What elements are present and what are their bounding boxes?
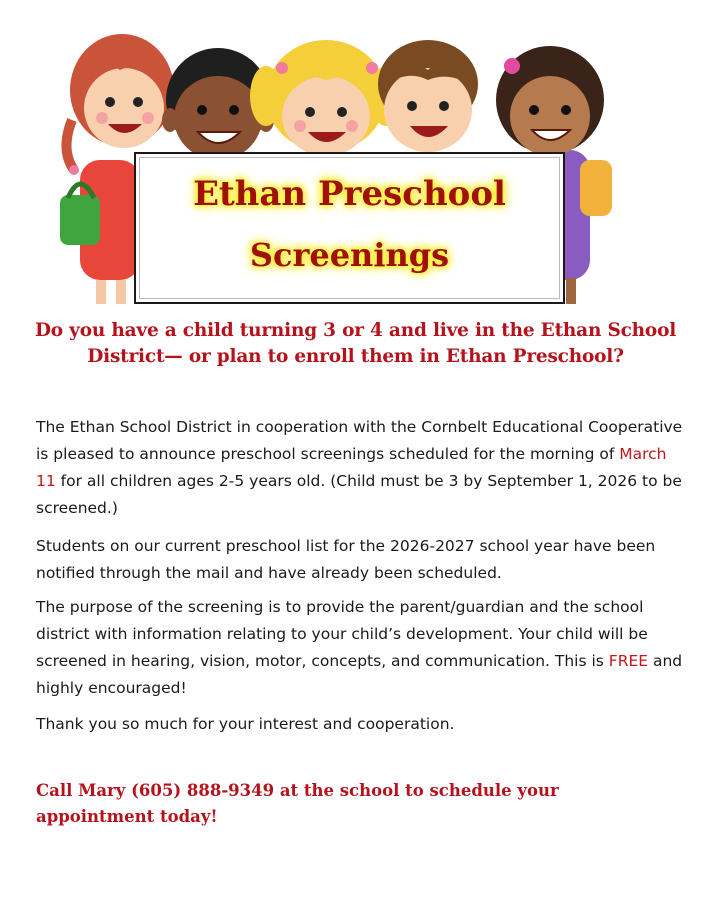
- screening-date: March 11: [36, 445, 667, 490]
- question-line-1: Do you have a child turning 3 or 4 and live in the Ethan School: [34, 320, 677, 341]
- purpose-text-end: and highly encouraged!: [36, 652, 683, 697]
- question-heading: [20, 318, 691, 370]
- call-line-1: Call Mary (605) 888-9349 at the school to schedule your: [36, 781, 559, 800]
- title-line-2: Screenings: [249, 236, 450, 274]
- announcement-text-end: for all children ages 2-5 years old. (Child must be 3 by September 1, 2026 to be screened.): [36, 472, 682, 517]
- announcement-text-start: The Ethan School District in cooperation with the Cornbelt Educational Cooperative is pleased to announce preschool screenings scheduled for the morning of: [36, 418, 683, 463]
- purpose-paragraph: [36, 594, 686, 702]
- call-line-2: appointment today!: [36, 807, 218, 826]
- announcement-paragraph: [36, 414, 686, 522]
- current-students-paragraph: Students on our current preschool list for the 2026-2027 school year have been notified through the mail and have already been scheduled.: [36, 537, 656, 582]
- title-sign: [134, 152, 565, 304]
- free-highlight: FREE: [608, 652, 649, 670]
- purpose-text-start: The purpose of the screening is to provide the parent/guardian and the school district with information relating to your child’s development. Your child will be screened in hearing, vision, motor, concepts, and communication. This is: [36, 598, 648, 670]
- call-to-action: [36, 778, 676, 830]
- title-line-1: Ethan Preschool: [193, 174, 506, 214]
- thank-you-paragraph: Thank you so much for your interest and cooperation.: [36, 715, 455, 733]
- question-line-2: District— or plan to enroll them in Ethan Preschool?: [87, 346, 624, 367]
